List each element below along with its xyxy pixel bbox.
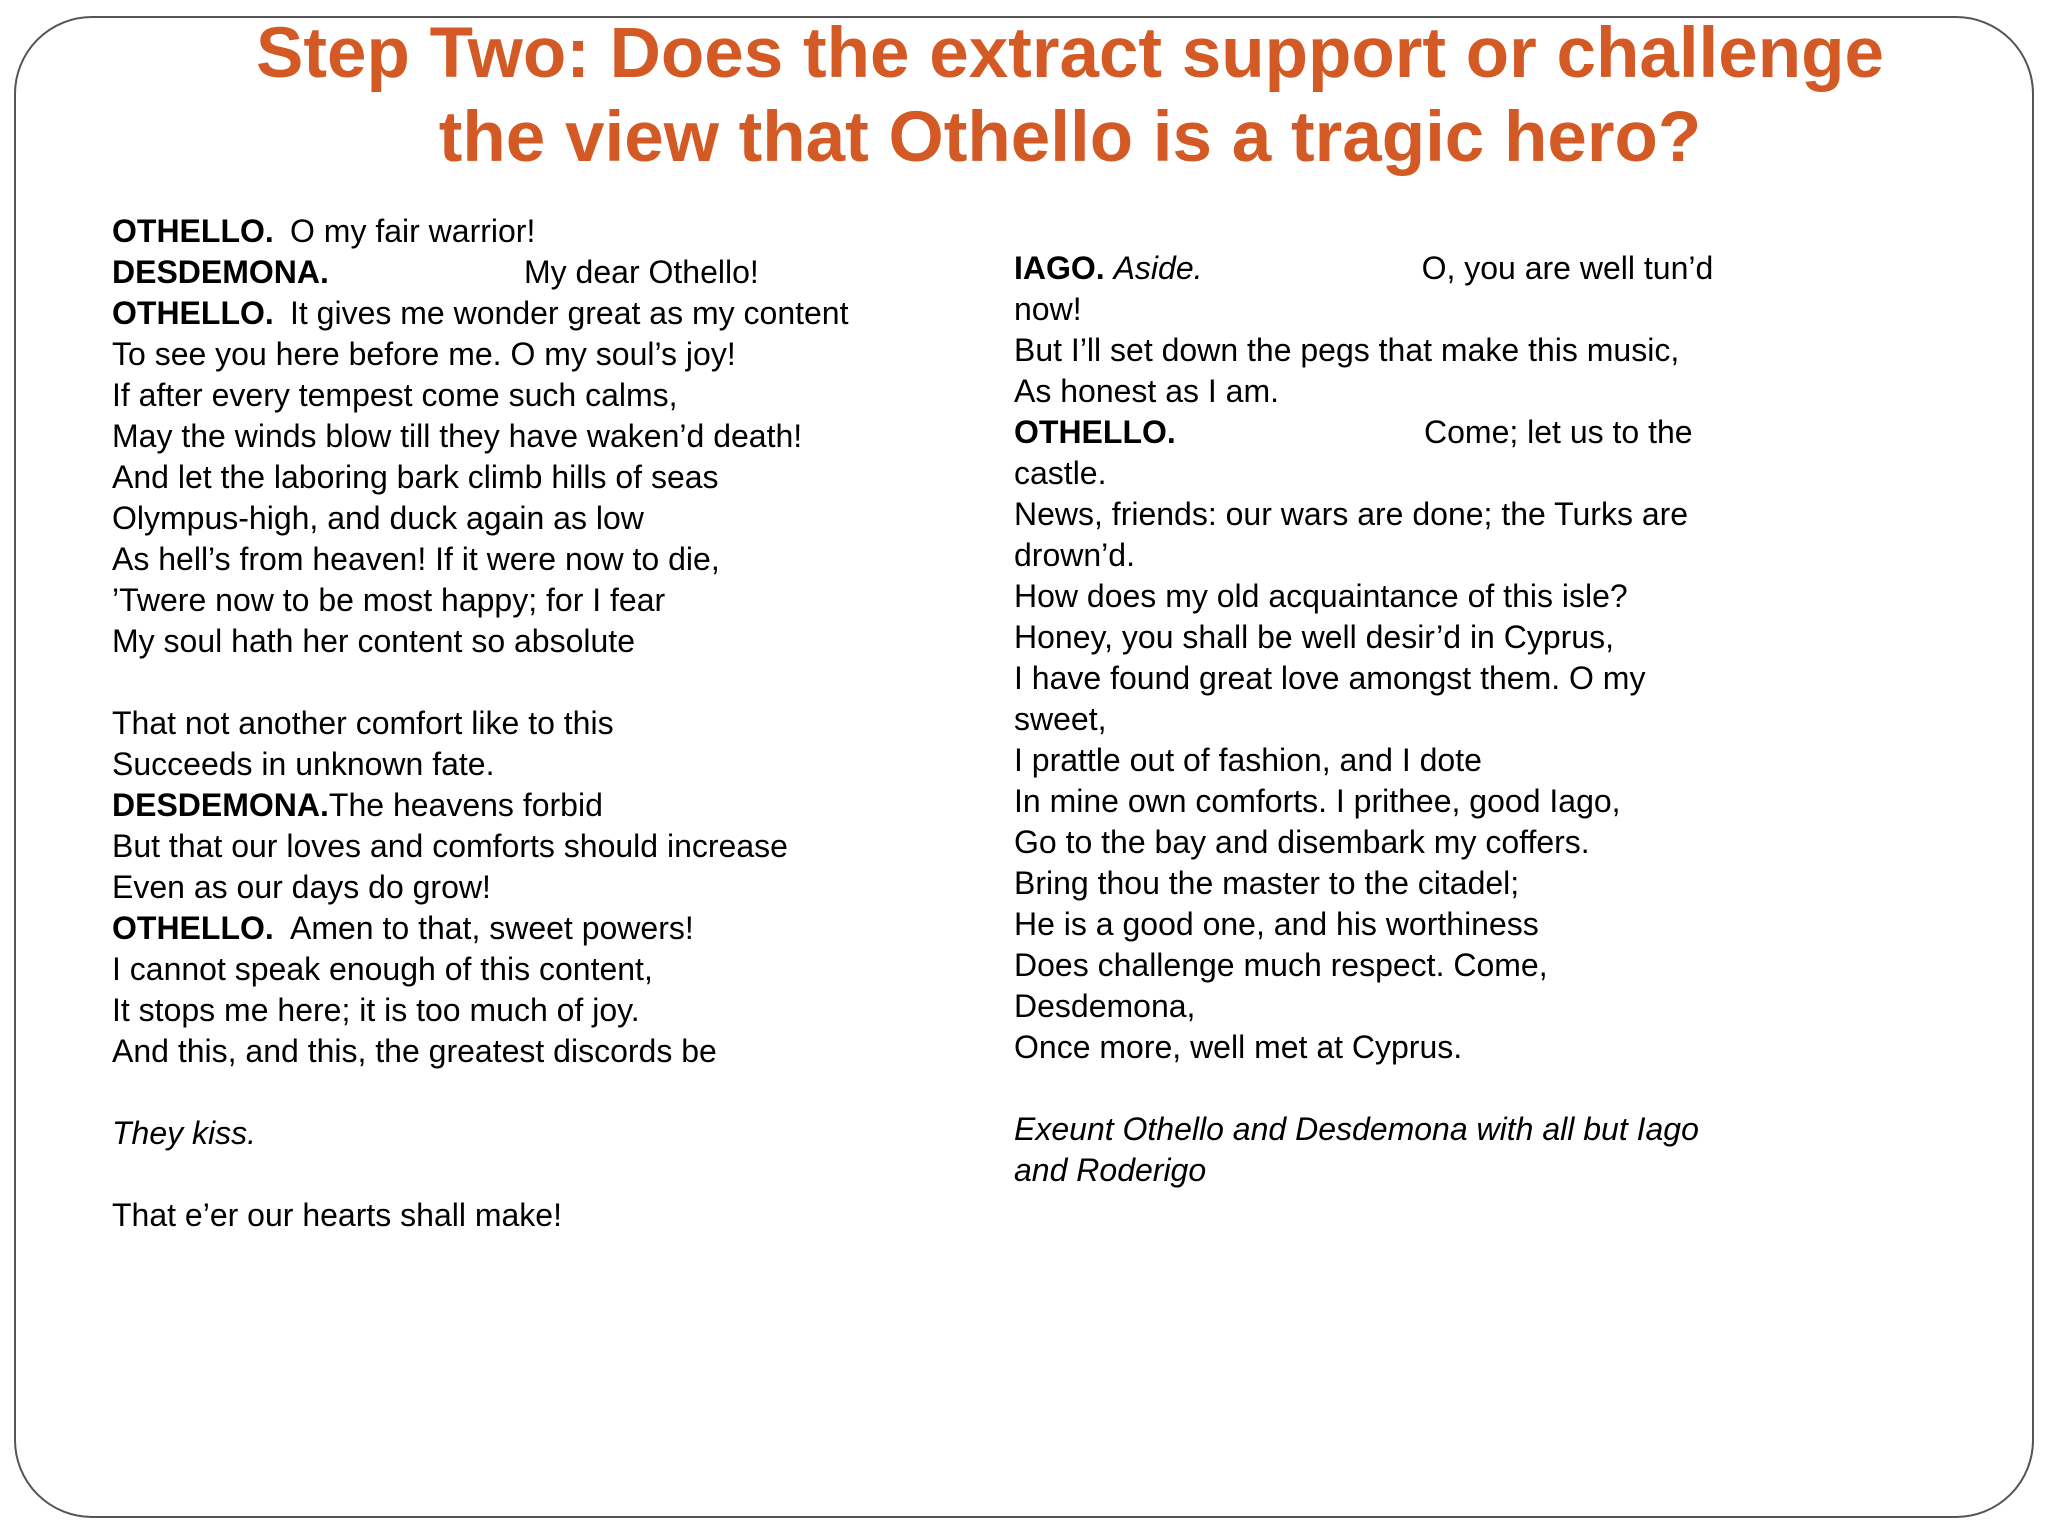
dialogue-text: O my fair warrior!	[290, 213, 536, 249]
script-line: now!	[1014, 291, 1082, 327]
script-line: sweet,	[1014, 701, 1107, 737]
script-line: But I’ll set down the pegs that make this music,	[1014, 332, 1680, 368]
script-line	[1014, 248, 1774, 289]
script-line: To see you here before me. O my soul’s joy!	[112, 336, 736, 372]
dialogue-text: The heavens forbid	[328, 787, 603, 823]
script-line: News, friends: our wars are done; the Turks are	[1014, 496, 1689, 532]
script-line	[112, 908, 1012, 949]
script-line	[112, 252, 1012, 293]
script-line: Bring thou the master to the citadel;	[1014, 865, 1520, 901]
stage-direction: and Roderigo	[1014, 1152, 1207, 1188]
speaker-desdemona: DESDEMONA.	[112, 787, 329, 823]
line-gap	[112, 1154, 1012, 1195]
title-line-1: Step Two: Does the extract support or challenge	[255, 14, 1884, 93]
title-line-2: the view that Othello is a tragic hero?	[438, 98, 1702, 177]
script-line	[112, 211, 1012, 252]
speaker-othello: OTHELLO.	[1014, 414, 1176, 450]
speaker-othello: OTHELLO.	[112, 295, 274, 331]
script-line: That not another comfort like to this	[112, 705, 614, 741]
script-line: ’Twere now to be most happy; for I fear	[112, 582, 666, 618]
script-line: drown’d.	[1014, 537, 1135, 573]
script-line: If after every tempest come such calms,	[112, 377, 678, 413]
extract-left-column	[112, 211, 1012, 1236]
dialogue-text: It gives me wonder great as my content	[290, 295, 849, 331]
script-line: My soul hath her content so absolute	[112, 623, 635, 659]
script-line: That e’er our hearts shall make!	[112, 1197, 562, 1233]
script-line: As hell’s from heaven! If it were now to die,	[112, 541, 720, 577]
script-line	[112, 785, 1012, 826]
script-line: May the winds blow till they have waken’d death!	[112, 418, 803, 454]
script-line: Go to the bay and disembark my coffers.	[1014, 824, 1590, 860]
script-line: Once more, well met at Cyprus.	[1014, 1029, 1463, 1065]
speaker-iago: IAGO.	[1014, 250, 1105, 286]
dialogue-text: My dear Othello!	[524, 254, 759, 290]
script-line: Does challenge much respect. Come,	[1014, 947, 1548, 983]
stage-direction-aside: Aside.	[1113, 250, 1203, 286]
script-line: castle.	[1014, 455, 1107, 491]
script-line: But that our loves and comforts should increase	[112, 828, 788, 864]
dialogue-text: O, you are well tun’d	[1421, 250, 1714, 286]
speaker-othello: OTHELLO.	[112, 910, 274, 946]
line-gap	[1014, 1068, 1774, 1109]
speaker-othello: OTHELLO.	[112, 213, 274, 249]
slide-title	[200, 12, 1940, 180]
line-gap	[112, 1072, 1012, 1113]
dialogue-text: Amen to that, sweet powers!	[290, 910, 694, 946]
speaker-desdemona: DESDEMONA.	[112, 254, 329, 290]
script-line: As honest as I am.	[1014, 373, 1280, 409]
script-line: I cannot speak enough of this content,	[112, 951, 653, 987]
line-gap	[112, 662, 1012, 703]
script-line: In mine own comforts. I prithee, good Iago,	[1014, 783, 1621, 819]
script-line: Desdemona,	[1014, 988, 1196, 1024]
script-line: Olympus-high, and duck again as low	[112, 500, 644, 536]
script-line	[112, 293, 1012, 334]
script-line: And let the laboring bark climb hills of seas	[112, 459, 719, 495]
script-line: It stops me here; it is too much of joy.	[112, 992, 640, 1028]
script-line: I have found great love amongst them. O my	[1014, 660, 1646, 696]
script-line: He is a good one, and his worthiness	[1014, 906, 1539, 942]
script-line: Succeeds in unknown fate.	[112, 746, 495, 782]
script-line: How does my old acquaintance of this isle?	[1014, 578, 1628, 614]
stage-direction: Exeunt Othello and Desdemona with all but Iago	[1014, 1111, 1699, 1147]
script-line	[1014, 412, 1774, 453]
stage-direction: They kiss.	[112, 1115, 257, 1151]
script-line: And this, and this, the greatest discords be	[112, 1033, 717, 1069]
script-line: I prattle out of fashion, and I dote	[1014, 742, 1482, 778]
dialogue-text: Come; let us to the	[1424, 414, 1693, 450]
script-line: Even as our days do grow!	[112, 869, 491, 905]
script-line: Honey, you shall be well desir’d in Cyprus,	[1014, 619, 1614, 655]
extract-right-column	[1014, 248, 1774, 1191]
